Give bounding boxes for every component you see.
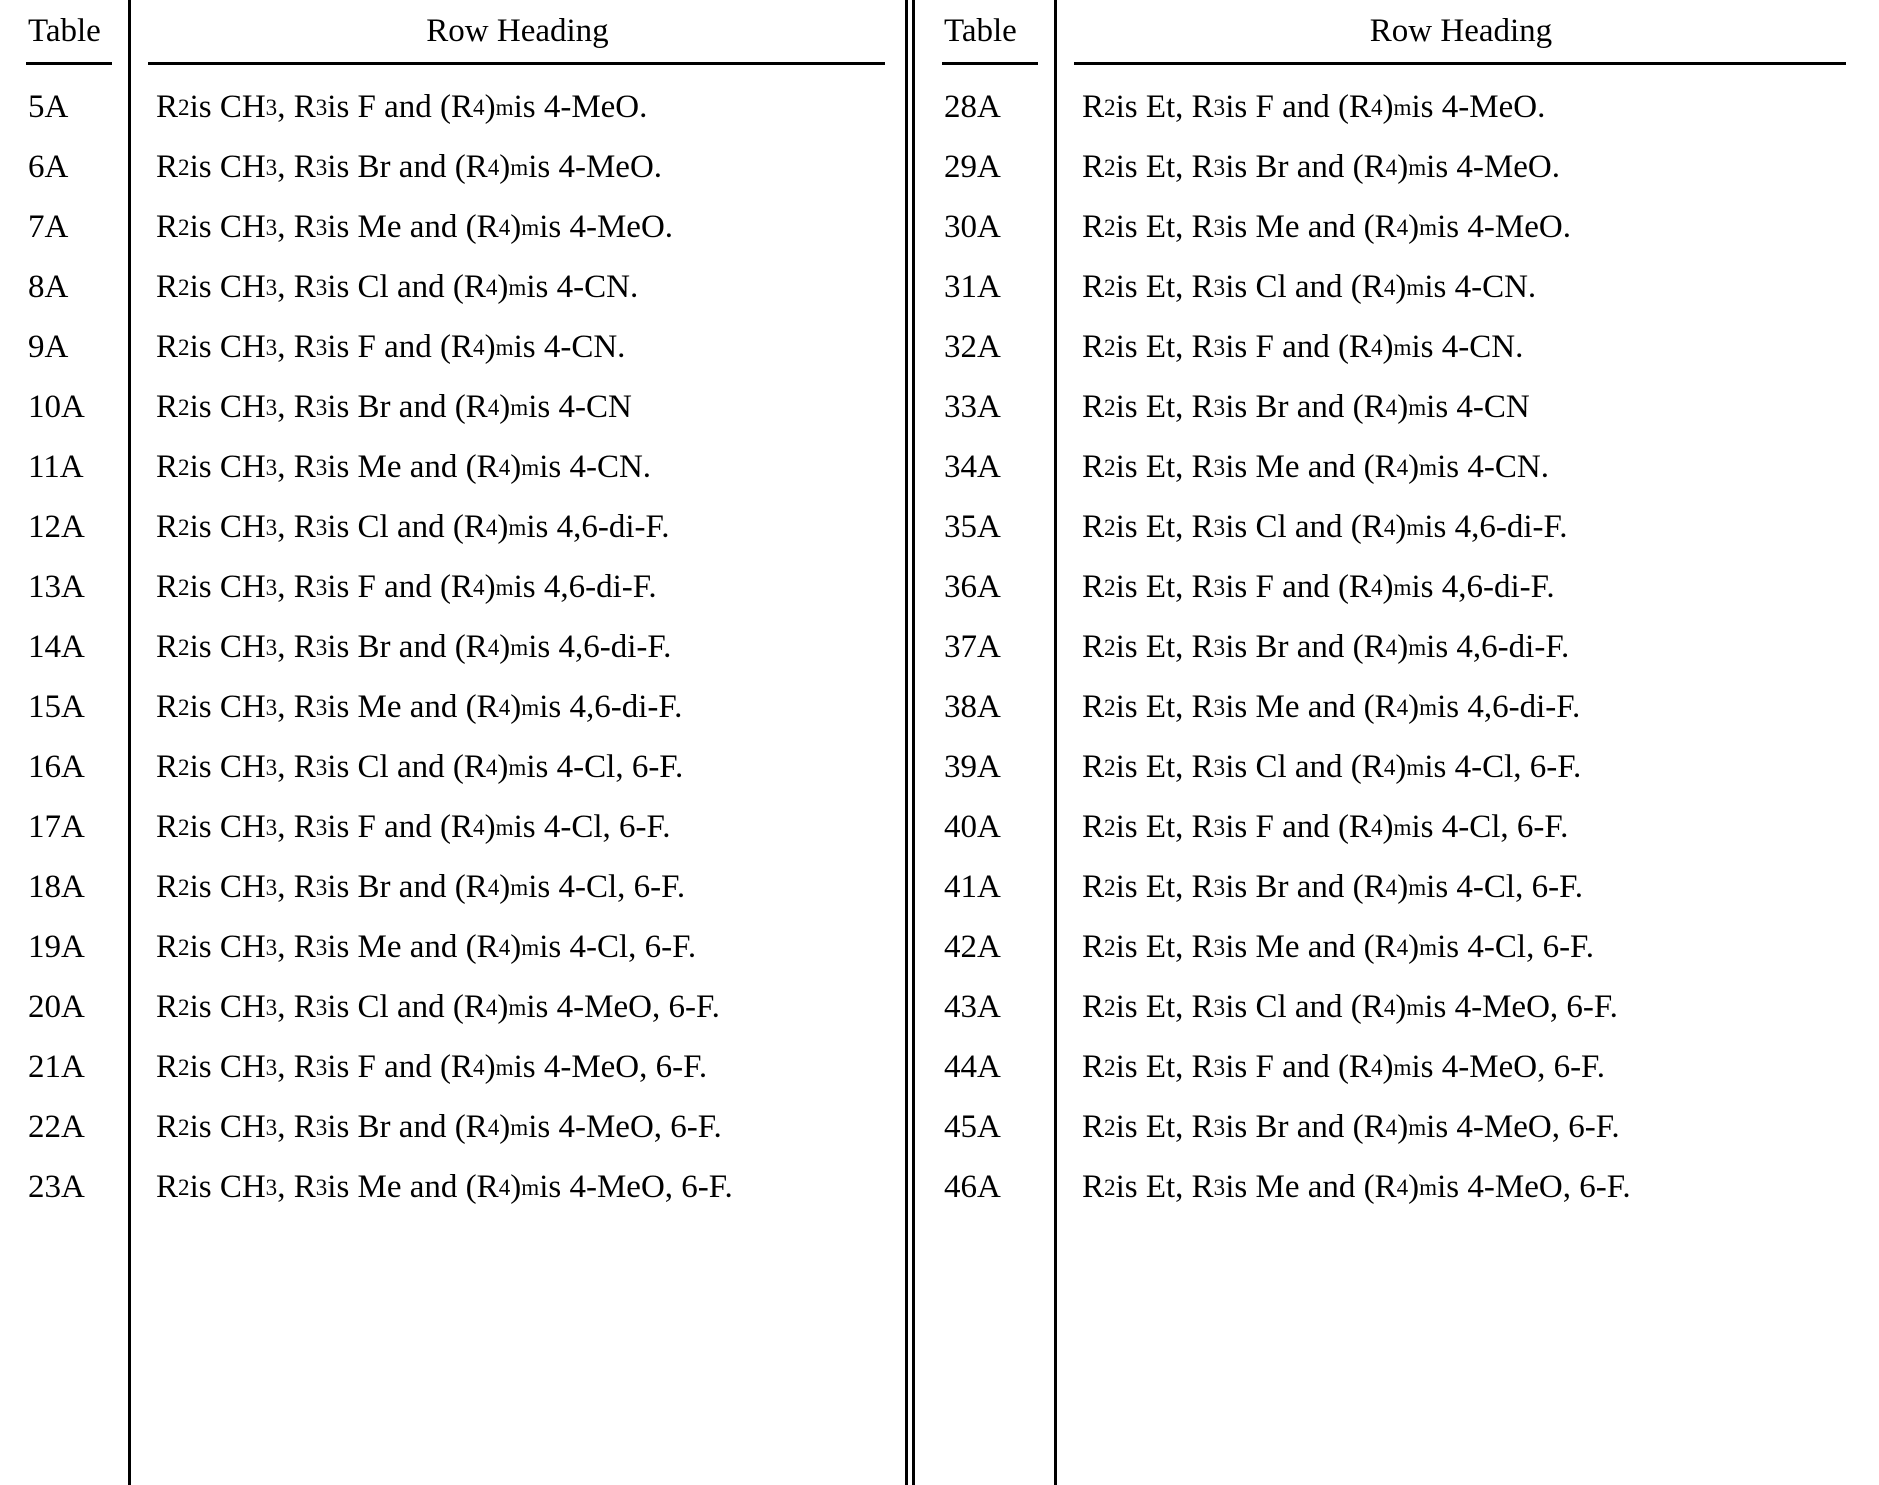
row-heading-cell: R 2 is Et, R 3 is F and (R 4 ) m is 4,6-di-F. — [1082, 568, 1555, 605]
row-heading-cell: R 2 is CH 3 , R 3 is Cl and (R 4 ) m is 4,6-di-F. — [156, 508, 670, 545]
row-heading-cell: R 2 is CH 3 , R 3 is Cl and (R 4 ) m is 4-CN. — [156, 268, 639, 305]
table-id-cell: 9A — [28, 328, 69, 365]
row-heading-cell: R 2 is Et, R 3 is Br and (R 4 ) m is 4-MeO, 6-F. — [1082, 1108, 1620, 1145]
table-id-cell: 30A — [944, 208, 1001, 245]
row-heading-cell: R 2 is Et, R 3 is Br and (R 4 ) m is 4-Cl, 6-F. — [1082, 868, 1584, 905]
table-id-cell: 11A — [28, 448, 84, 485]
row-heading-cell: R 2 is Et, R 3 is F and (R 4 ) m is 4-Cl, 6-F. — [1082, 808, 1569, 845]
table-id-cell: 41A — [944, 868, 1001, 905]
table-id-cell: 18A — [28, 868, 85, 905]
row-heading-cell: R 2 is CH 3 , R 3 is Me and (R 4 ) m is 4-CN. — [156, 448, 652, 485]
table-id-cell: 19A — [28, 928, 85, 965]
table-id-cell: 13A — [28, 568, 85, 605]
row-heading-cells-right — [1074, 77, 1866, 1217]
row-heading-cell: R 2 is CH 3 , R 3 is Me and (R 4 ) m is 4-MeO, 6-F. — [156, 1168, 733, 1205]
row-heading-cell: R 2 is Et, R 3 is F and (R 4 ) m is 4-MeO, 6-F. — [1082, 1048, 1606, 1085]
table-id-cell: 44A — [944, 1048, 1001, 1085]
table-id-cell: 32A — [944, 328, 1001, 365]
table-id-cell: 45A — [944, 1108, 1001, 1145]
table-id-cell: 46A — [944, 1168, 1001, 1205]
table-id-cell: 37A — [944, 628, 1001, 665]
table-id-cell: 29A — [944, 148, 1001, 185]
row-heading-cell: R 2 is CH 3 , R 3 is F and (R 4 ) m is 4-CN. — [156, 328, 626, 365]
table-id-cell: 36A — [944, 568, 1001, 605]
row-heading-cell: R 2 is Et, R 3 is Br and (R 4 ) m is 4,6-di-F. — [1082, 628, 1570, 665]
table-id-cell: 15A — [28, 688, 85, 725]
row-heading-cell: R 2 is Et, R 3 is Br and (R 4 ) m is 4-MeO. — [1082, 148, 1560, 185]
column-row-heading-right — [1054, 0, 1866, 1485]
table-id-cell: 12A — [28, 508, 85, 545]
row-heading-cell: R 2 is CH 3 , R 3 is F and (R 4 ) m is 4-MeO. — [156, 88, 648, 125]
row-heading-cell: R 2 is CH 3 , R 3 is Cl and (R 4 ) m is 4-Cl, 6-F. — [156, 748, 684, 785]
header-gap-right — [916, 65, 1054, 77]
table-id-cell: 8A — [28, 268, 69, 305]
row-heading-cell: R 2 is CH 3 , R 3 is Br and (R 4 ) m is 4,6-di-F. — [156, 628, 672, 665]
table-id-cell: 10A — [28, 388, 85, 425]
row-heading-cell: R 2 is Et, R 3 is Cl and (R 4 ) m is 4-CN. — [1082, 268, 1537, 305]
row-heading-cell: R 2 is Et, R 3 is Me and (R 4 ) m is 4-CN. — [1082, 448, 1549, 485]
row-heading-cell: R 2 is Et, R 3 is Me and (R 4 ) m is 4-Cl, 6-F. — [1082, 928, 1595, 965]
header-row-heading-left: Row Heading — [426, 12, 609, 49]
table-id-cell: 7A — [28, 208, 69, 245]
header-row-heading-right: Row Heading — [1369, 12, 1553, 49]
table-id-cell: 28A — [944, 88, 1001, 125]
table-half-left — [0, 0, 905, 1485]
table-id-cells-left — [0, 77, 128, 1217]
table-id-cell: 6A — [28, 148, 69, 185]
row-heading-cell: R 2 is CH 3 , R 3 is Br and (R 4 ) m is 4-MeO. — [156, 148, 663, 185]
column-table-left — [0, 0, 128, 1485]
row-heading-cell: R 2 is Et, R 3 is Me and (R 4 ) m is 4-MeO. — [1082, 208, 1571, 245]
row-heading-cell: R 2 is CH 3 , R 3 is Me and (R 4 ) m is 4-MeO. — [156, 208, 674, 245]
row-heading-cells-left — [148, 77, 905, 1217]
row-heading-cell: R 2 is CH 3 , R 3 is Br and (R 4 ) m is 4-MeO, 6-F. — [156, 1108, 722, 1145]
row-heading-cell: R 2 is Et, R 3 is F and (R 4 ) m is 4-MeO. — [1082, 88, 1546, 125]
row-heading-cell: R 2 is Et, R 3 is Cl and (R 4 ) m is 4-Cl, 6-F. — [1082, 748, 1582, 785]
column-row-heading-left — [128, 0, 905, 1485]
table-id-cell: 16A — [28, 748, 85, 785]
table-id-cell: 33A — [944, 388, 1001, 425]
center-double-rule — [905, 0, 916, 1485]
table-id-cell: 14A — [28, 628, 85, 665]
table-id-cell: 5A — [28, 88, 69, 125]
header-gap-left — [0, 65, 128, 77]
table-id-cell: 43A — [944, 988, 1001, 1025]
header-table-right: Table — [944, 12, 1017, 49]
table-id-cell: 34A — [944, 448, 1001, 485]
table-half-right — [916, 0, 1866, 1485]
row-heading-cell: R 2 is CH 3 , R 3 is F and (R 4 ) m is 4-Cl, 6-F. — [156, 808, 671, 845]
table-id-cells-right — [916, 77, 1054, 1217]
table-id-cell: 22A — [28, 1108, 85, 1145]
row-heading-cell: R 2 is Et, R 3 is Cl and (R 4 ) m is 4-MeO, 6-F. — [1082, 988, 1618, 1025]
row-heading-cell: R 2 is CH 3 , R 3 is Br and (R 4 ) m is 4-Cl, 6-F. — [156, 868, 686, 905]
table-id-cell: 31A — [944, 268, 1001, 305]
row-heading-cell: R 2 is Et, R 3 is F and (R 4 ) m is 4-CN. — [1082, 328, 1524, 365]
table-id-cell: 38A — [944, 688, 1001, 725]
table-id-cell: 20A — [28, 988, 85, 1025]
header-gap-heading-right — [1074, 65, 1866, 77]
table-id-cell: 35A — [944, 508, 1001, 545]
table-id-cell: 21A — [28, 1048, 85, 1085]
row-heading-cell: R 2 is CH 3 , R 3 is F and (R 4 ) m is 4-MeO, 6-F. — [156, 1048, 708, 1085]
row-heading-cell: R 2 is Et, R 3 is Me and (R 4 ) m is 4,6-di-F. — [1082, 688, 1581, 725]
header-table-left: Table — [28, 12, 101, 49]
row-heading-cell: R 2 is CH 3 , R 3 is F and (R 4 ) m is 4,6-di-F. — [156, 568, 657, 605]
row-heading-cell: R 2 is Et, R 3 is Me and (R 4 ) m is 4-MeO, 6-F. — [1082, 1168, 1631, 1205]
table-id-cell: 40A — [944, 808, 1001, 845]
row-heading-cell: R 2 is CH 3 , R 3 is Me and (R 4 ) m is 4,6-di-F. — [156, 688, 683, 725]
row-heading-cell: R 2 is CH 3 , R 3 is Me and (R 4 ) m is 4-Cl, 6-F. — [156, 928, 697, 965]
table-id-cell: 17A — [28, 808, 85, 845]
row-heading-cell: R 2 is Et, R 3 is Br and (R 4 ) m is 4-CN — [1082, 388, 1530, 425]
row-heading-cell: R 2 is CH 3 , R 3 is Br and (R 4 ) m is 4-CN — [156, 388, 632, 425]
table-id-cell: 42A — [944, 928, 1001, 965]
table-id-cell: 39A — [944, 748, 1001, 785]
row-heading-cell: R 2 is Et, R 3 is Cl and (R 4 ) m is 4,6-di-F. — [1082, 508, 1568, 545]
column-table-right — [916, 0, 1054, 1485]
row-heading-cell: R 2 is CH 3 , R 3 is Cl and (R 4 ) m is 4-MeO, 6-F. — [156, 988, 720, 1025]
header-gap-heading-left — [148, 65, 905, 77]
table-id-cell: 23A — [28, 1168, 85, 1205]
